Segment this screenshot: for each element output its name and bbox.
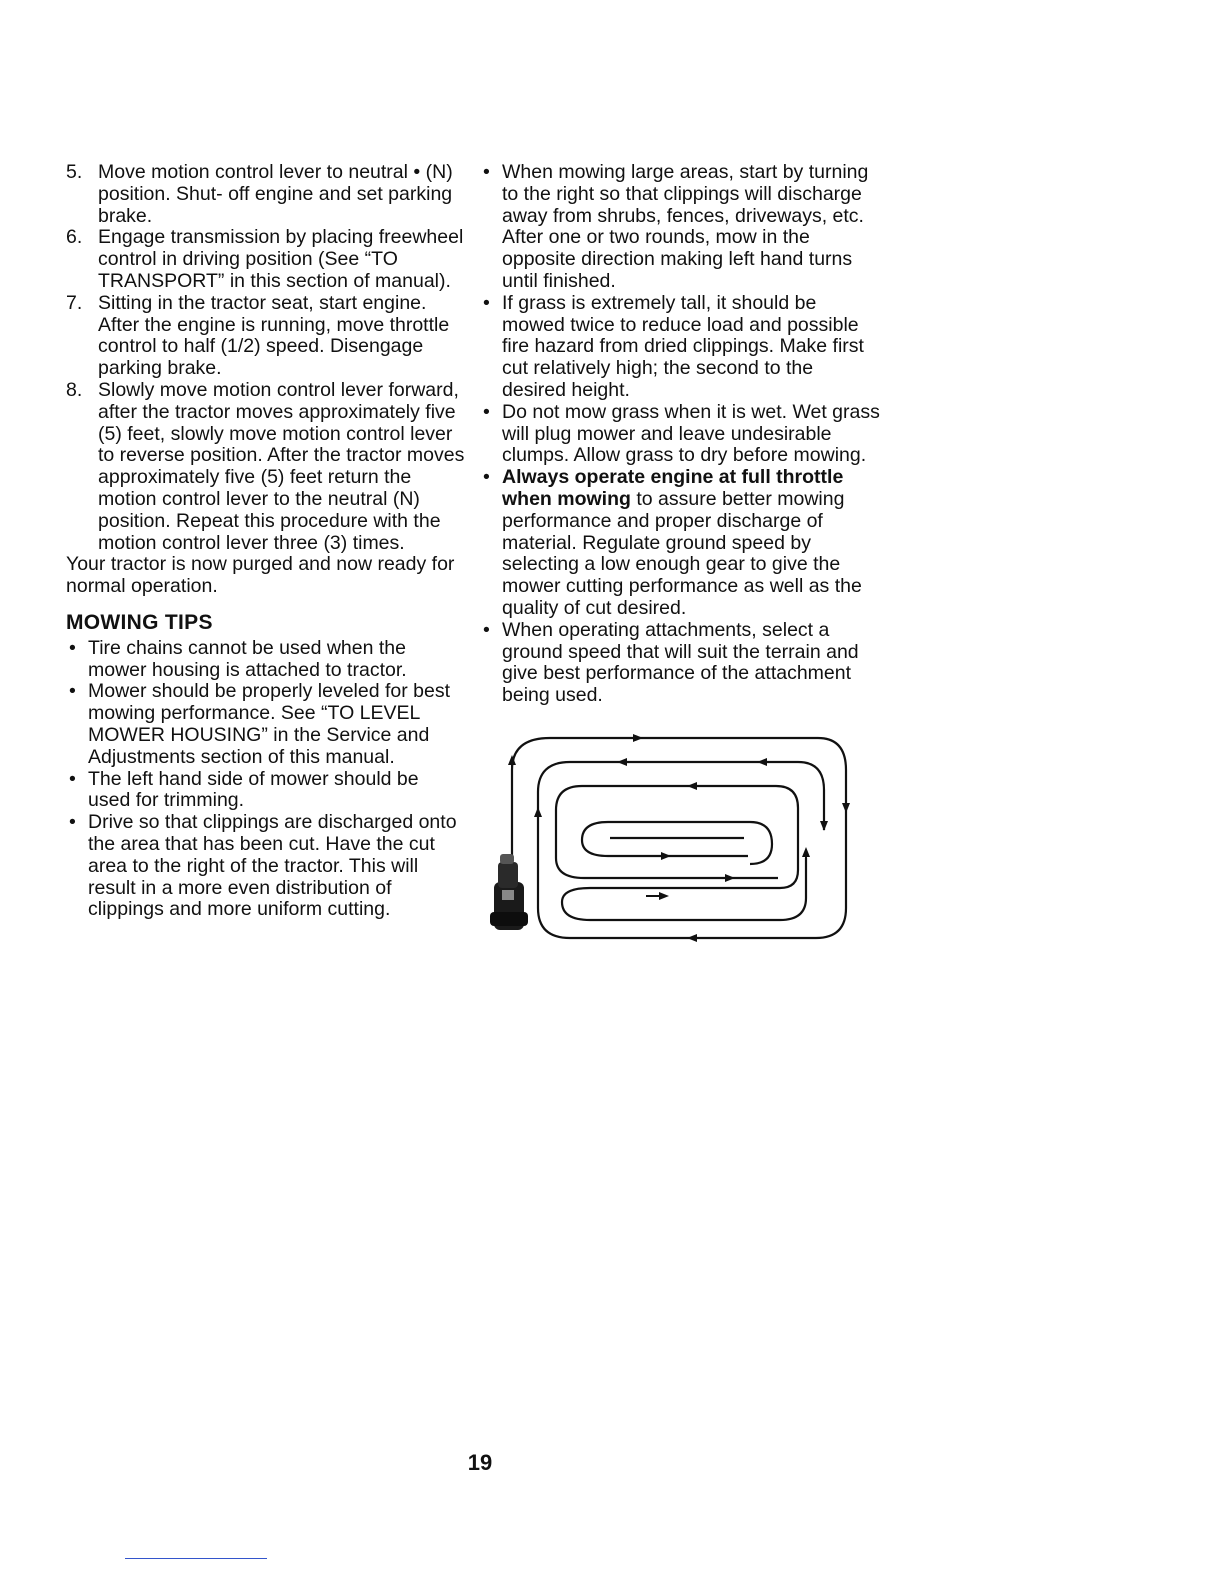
- mowing-tips-list: [66, 638, 466, 921]
- list-item: • If grass is extremely tall, it should be mowed twice to reduce load and possible fire hazard from dried clippings. Make first cut relatively high; the second to the desired height.: [483, 291, 864, 401]
- step-number: 6.: [66, 226, 83, 249]
- list-item-text: Drive so that clippings are discharged onto the area that has been cut. Have the cut area to the right of the tractor. This will result in a more even distribution of clippings and more uniform cutting.: [88, 811, 457, 921]
- step-text: Engage transmission by placing freewheel control in driving position (See “TO TRANSPORT” in this section of manual).: [98, 226, 464, 292]
- list-item: • When mowing large areas, start by turning to the right so that clippings will discharge away from shrubs, fences, driveways, etc. After one or two rounds, mow in the opposite direction making left hand turns until finished.: [483, 161, 869, 292]
- left-column: [66, 162, 466, 921]
- step-text: Slowly move motion control lever forward, after the tractor moves approximately five (5) feet, slowly move motion control lever to reverse position. After the tractor moves approximately five (5) feet return the motion control lever to the neutral (N) position. Repeat this procedure with the motion control lever three (3) times.: [98, 378, 465, 554]
- list-item: • Mower should be properly leveled for best mowing performance. See “TO LEVEL MOWER HOUSING” in the Service and Adjustments section of this manual.: [69, 680, 451, 768]
- footer-divider: [125, 1558, 267, 1559]
- step-number: 5.: [66, 161, 83, 183]
- page-number: 19: [467, 1450, 493, 1475]
- list-item: • Always operate engine at full throttle when mowing to assure better mowing performance and proper discharge of material. Regulate ground speed by selecting a low enough gear to give the mower cutting performance as well as the quality of cut desired.: [483, 466, 862, 619]
- mowing-pattern-diagram: [480, 730, 860, 950]
- step-number: 7.: [66, 291, 83, 314]
- list-item-text: Do not mow grass when it is wet. Wet grass will plug mower and leave undesirable clumps. Allow grass to dry before mowing.: [502, 400, 880, 467]
- step-text: Move motion control lever to neutral • (N) position. Shut- off engine and set parking brake.: [98, 161, 453, 227]
- list-item-text: Mower should be properly leveled for best mowing performance. See “TO LEVEL MOWER HOUSING” in the Service and Adjustments section of this manual.: [88, 680, 451, 768]
- list-item: • Drive so that clippings are discharged onto the area that has been cut. Have the cut area to the right of the tractor. This will result in a more even distribution of clippings and more uniform cutting.: [69, 811, 457, 921]
- step-number: 8.: [66, 378, 83, 401]
- step-6: [66, 227, 466, 292]
- step-8: [66, 380, 466, 554]
- list-item-text: When operating attachments, select a ground speed that will suit the terrain and give best performance of the attachment being used.: [502, 618, 859, 707]
- tractor-icon: [490, 854, 528, 930]
- step-text: Sitting in the tractor seat, start engine. After the engine is running, move throttle control to half (1/2) speed. Disengage parking brake.: [98, 291, 450, 380]
- section-heading: MOWING TIPS: [66, 610, 213, 634]
- step-5: [66, 162, 466, 227]
- list-item: • When operating attachments, select a ground speed that will suit the terrain and give best performance of the attachment being used.: [483, 618, 859, 707]
- mowing-tips-list-continued: [480, 162, 880, 707]
- list-item-text: Tire chains cannot be used when the mower housing is attached to tractor.: [88, 636, 407, 681]
- list-item: • The left hand side of mower should be used for trimming.: [69, 767, 419, 812]
- list-item-bold: Always operate engine at full throttle when mowing: [502, 466, 844, 510]
- spiral-path-icon: [480, 730, 860, 950]
- closing-paragraph: Your tractor is now purged and now ready for normal operation.: [66, 553, 455, 598]
- right-column: [480, 162, 880, 707]
- list-item-text: to assure better mowing performance and proper discharge of material. Regulate ground speed by selecting a low enough gear to give the mower cutting performance as well as the quality of cut desired.: [502, 487, 862, 619]
- step-7: [66, 293, 466, 380]
- list-item-text: If grass is extremely tall, it should be mowed twice to reduce load and possible fire hazard from dried clippings. Make first cut relatively high; the second to the desired height.: [502, 291, 864, 401]
- list-item: • Tire chains cannot be used when the mower housing is attached to tractor.: [69, 636, 407, 681]
- list-item-text: The left hand side of mower should be used for trimming.: [88, 767, 419, 812]
- list-item: • Do not mow grass when it is wet. Wet grass will plug mower and leave undesirable clumps. Allow grass to dry before mowing.: [483, 400, 880, 467]
- list-item-text: When mowing large areas, start by turning to the right so that clippings will discharge away from shrubs, fences, driveways, etc. After one or two rounds, mow in the opposite direction making left hand turns until finished.: [502, 161, 869, 292]
